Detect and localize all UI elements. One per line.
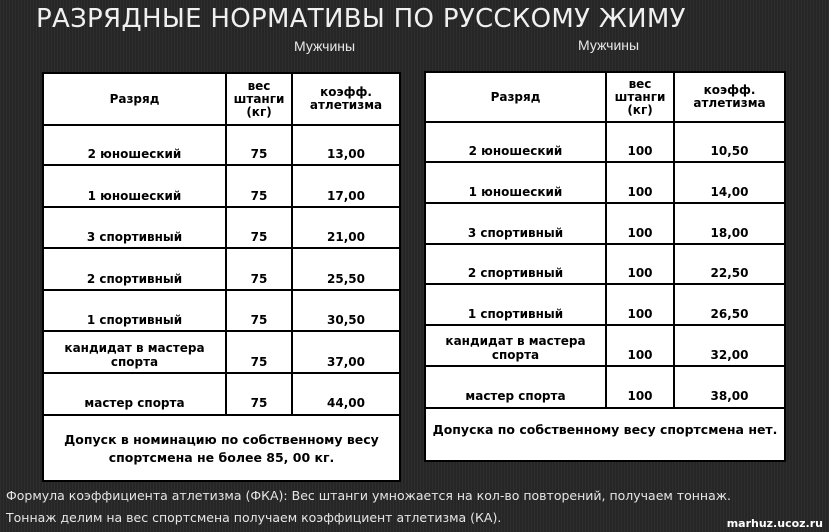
table-row — [426, 121, 784, 162]
header-weight: вес штанги (кг) — [614, 76, 666, 117]
cell-coef: 32,00 — [710, 348, 749, 363]
page-title: РАЗРЯДНЫЕ НОРМАТИВЫ ПО РУССКОМУ ЖИМУ — [36, 4, 686, 34]
table-row — [426, 325, 784, 366]
cell-rank: 1 юношеский — [468, 184, 563, 199]
table-row — [426, 366, 784, 407]
cell-rank: 1 спортивный — [86, 313, 183, 328]
cell-rank: 3 спортивный — [86, 230, 183, 245]
cell-coef: 17,00 — [327, 188, 365, 203]
cell-coef: 18,00 — [710, 225, 749, 240]
cell-weight: 100 — [627, 225, 653, 240]
table-row — [44, 290, 399, 331]
cell-weight: 100 — [627, 266, 653, 281]
header-rank: Разряд — [109, 91, 160, 106]
cell-rank: 2 юношеский — [468, 143, 563, 158]
cell-rank: мастер спорта — [84, 395, 185, 410]
cell-coef: 21,00 — [327, 230, 365, 245]
cell-weight: 75 — [250, 188, 268, 203]
watermark: marhuz.ucoz.ru — [726, 517, 823, 530]
cell-weight: 100 — [627, 143, 653, 158]
cell-rank: 2 спортивный — [86, 271, 183, 286]
table-row — [426, 203, 784, 244]
cell-rank: 2 спортивный — [467, 266, 564, 281]
cell-weight: 75 — [250, 271, 268, 286]
cell-weight: 100 — [627, 388, 653, 403]
header-rank: Разряд — [490, 89, 541, 104]
cell-weight: 75 — [250, 313, 268, 328]
cell-coef: 44,00 — [327, 395, 365, 410]
table-row — [44, 207, 399, 248]
cell-weight: 100 — [627, 348, 653, 363]
table-row — [426, 162, 784, 203]
cell-rank: кандидат в мастера спорта — [64, 340, 205, 369]
cell-coef: 10,50 — [710, 143, 749, 158]
cell-weight: 75 — [250, 147, 268, 162]
cell-coef: 14,00 — [710, 184, 749, 199]
cell-weight: 100 — [627, 184, 653, 199]
header-weight: вес штанги (кг) — [233, 78, 285, 119]
formula-line-1: Формула коэффициента атлетизма (ФКА): Вес штанги умножается на кол-во повторений, получаем тоннаж. — [6, 488, 731, 503]
cell-weight: 75 — [250, 395, 268, 410]
left-standards-table — [42, 72, 401, 482]
cell-weight: 100 — [627, 307, 653, 322]
cell-weight: 75 — [250, 354, 268, 369]
cell-weight: 75 — [250, 230, 268, 245]
cell-rank: 1 спортивный — [467, 307, 564, 322]
cell-coef: 26,50 — [710, 307, 749, 322]
cell-rank: мастер спорта — [465, 388, 566, 403]
table-row — [426, 284, 784, 325]
formula-line-2: Тоннаж делим на вес спортсмена получаем коэффициент атлетизма (КА). — [6, 510, 502, 525]
table-row — [44, 373, 399, 414]
cell-coef: 38,00 — [710, 388, 749, 403]
header-coef: коэфф. атлетизма — [309, 85, 383, 112]
weight-admission-note: Допуск в номинацию по собственному весу спортсмена не более 85, 00 кг. — [64, 432, 379, 465]
right-standards-table — [424, 71, 786, 462]
table-row — [44, 248, 399, 289]
cell-rank: 3 спортивный — [467, 225, 564, 240]
table-row — [44, 331, 399, 372]
cell-coef: 13,00 — [327, 147, 365, 162]
table-row — [426, 244, 784, 285]
cell-coef: 30,50 — [327, 313, 365, 328]
table-header — [44, 74, 399, 126]
cell-coef: 37,00 — [327, 354, 365, 369]
cell-coef: 22,50 — [710, 266, 749, 281]
cell-rank: кандидат в мастера спорта — [445, 334, 586, 363]
cell-rank: 2 юношеский — [87, 147, 182, 162]
left-subtitle: Мужчины — [294, 38, 356, 54]
header-coef: коэфф. атлетизма — [693, 83, 766, 110]
cell-coef: 25,50 — [327, 271, 365, 286]
weight-admission-note: Допуска по собственному весу спортсмена нет. — [432, 422, 778, 437]
cell-rank: 1 юношеский — [87, 188, 182, 203]
table-row — [44, 165, 399, 206]
right-subtitle: Мужчины — [578, 37, 640, 53]
table-row — [44, 124, 399, 165]
